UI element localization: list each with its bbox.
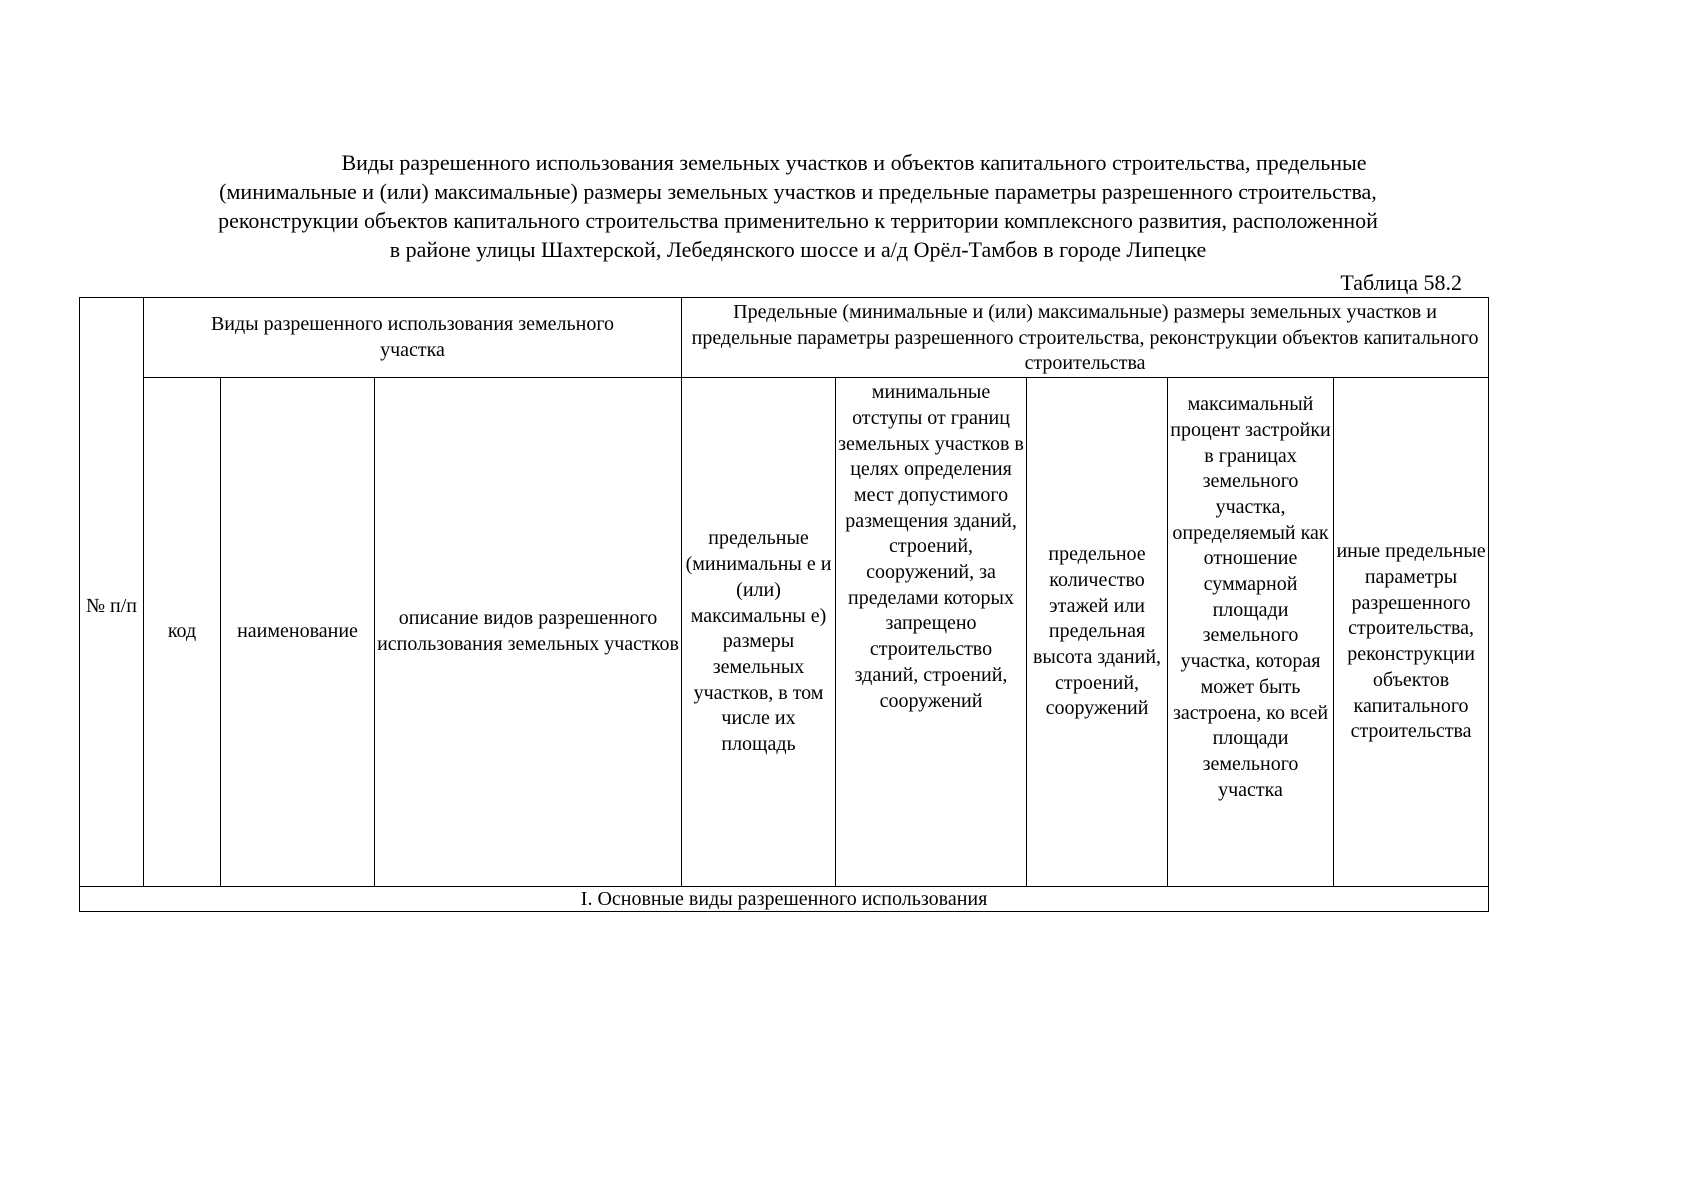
header-floors: предельное количество этажей или предельная высота зданий, строений, сооружений (1027, 378, 1168, 887)
header-other: иные предельные параметры разрешенного строительства, реконструкции объектов капитального строительства (1334, 378, 1489, 887)
header-code: код (144, 378, 221, 887)
table-number-label: Таблица 58.2 (1340, 270, 1462, 295)
header-group-limits: Предельные (минимальные и (или) максимальные) размеры земельных участков и предельные параметры разрешенного строительства, реконструкции объектов капитального строительства (682, 298, 1489, 378)
title-line-1: Виды разрешенного использования земельных участков и объектов капитального строительства, предельные (341, 150, 1367, 175)
land-use-table (79, 297, 1489, 912)
title-line-3: реконструкции объектов капитального строительства применительно к территории комплексного развития, расположенной (218, 208, 1378, 233)
header-setbacks: минимальные отступы от границ земельных участков в целях определения мест допустимого размещения зданий, строений, сооружений, за пределами которых запрещено строительство зданий, строений, сооружений (836, 378, 1027, 887)
header-description: описание видов разрешенного использования земельных участков (375, 378, 682, 887)
header-number: № п/п (80, 298, 144, 887)
header-group-use-types: Виды разрешенного использования земельного участка (144, 298, 682, 378)
header-coverage: максимальный процент застройки в границах земельного участка, определяемый как отношение суммарной площади земельного участка, которая может быть застроена, ко всей площади земельного участка (1168, 378, 1334, 887)
title-line-2: (минимальные и (или) максимальные) размеры земельных участков и предельные параметры разрешенного строительства, (219, 179, 1377, 204)
header-plot-size: предельные (минимальны е и (или) максимальны е) размеры земельных участков, в том числе их площадь (682, 378, 836, 887)
document-title (100, 148, 1496, 264)
title-line-4: в районе улицы Шахтерской, Лебедянского шоссе и а/д Орёл-Тамбов в городе Липецке (389, 237, 1207, 262)
header-row-groups (80, 298, 1489, 378)
header-name: наименование (221, 378, 375, 887)
header-row-columns (80, 378, 1489, 887)
section-row (80, 887, 1489, 912)
section-title: I. Основные виды разрешенного использования (80, 887, 1489, 912)
